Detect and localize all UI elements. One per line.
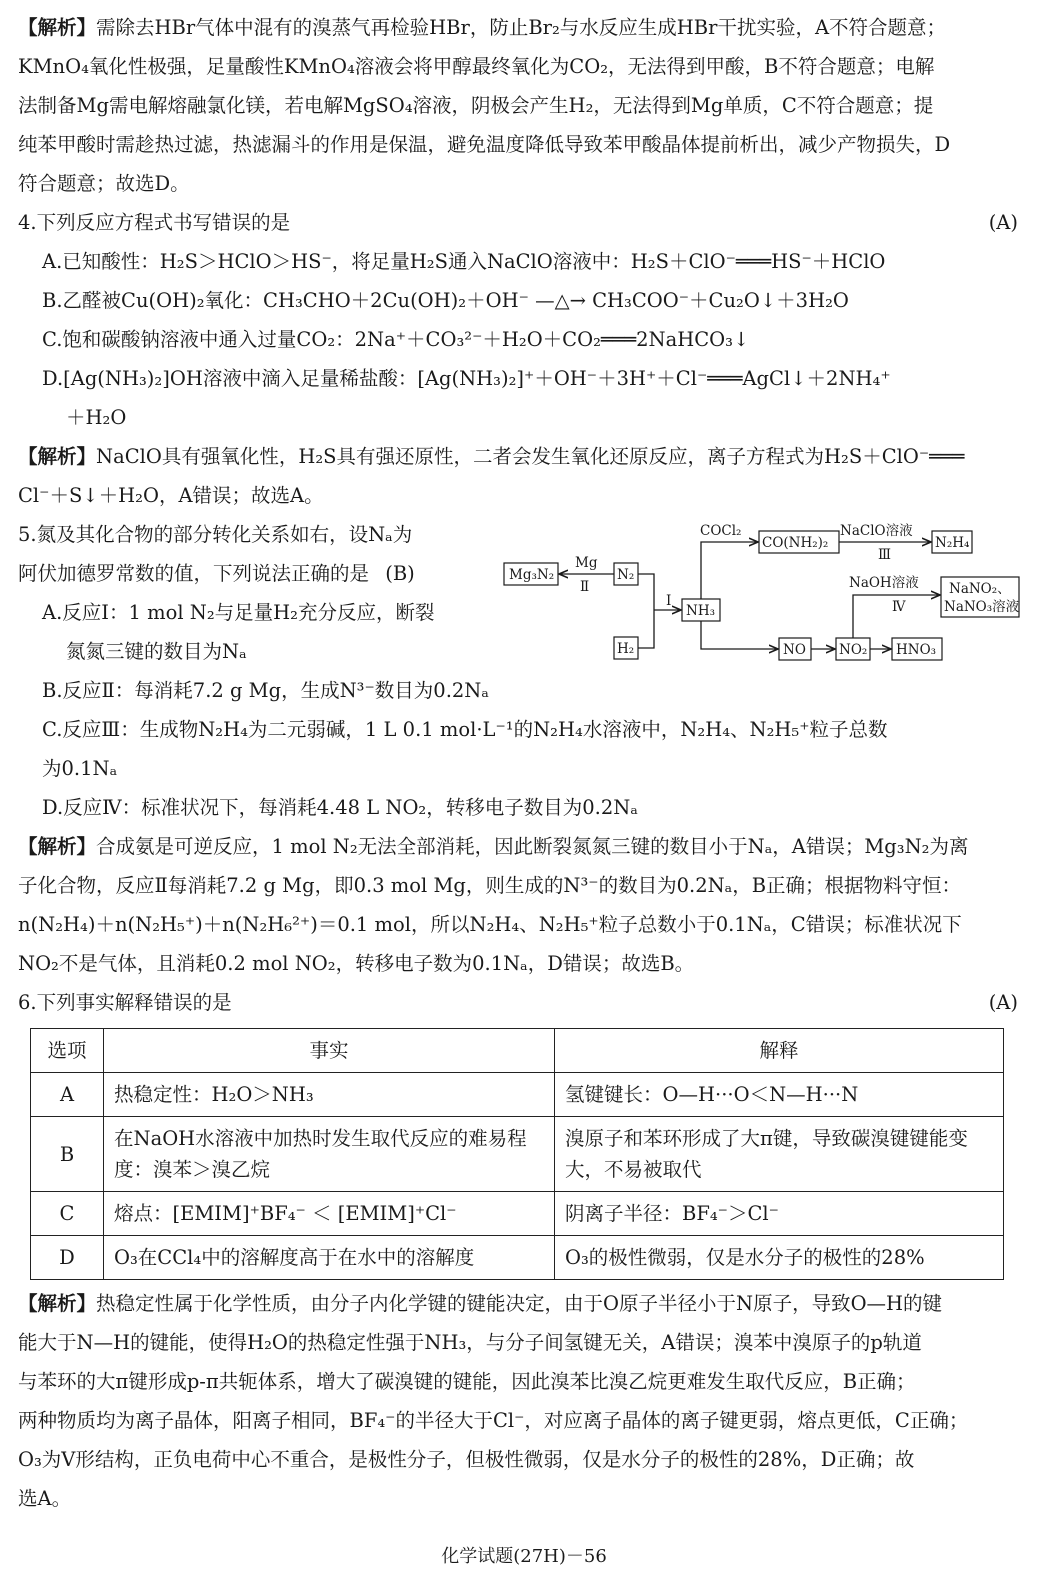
q5-stem-line: 5.氮及其化合物的部分转化关系如右，设Nₐ为 [18,523,413,546]
q5-analysis-line: NO₂不是气体，且消耗0.2 mol NO₂，转移电子数为0.1Nₐ，D错误；故选B。 [18,952,695,975]
cocl2-reagent-label: COCl₂ [700,523,742,539]
table-row [31,1073,1004,1117]
arrow-nh3-urea [701,542,758,599]
intro-line: 符合题意；故选D。 [18,172,190,195]
q4-analysis-line: NaClO具有强氧化性，H₂S具有强还原性，二者会发生氧化还原反应，离子方程式为H₂S＋ClO⁻═══ [96,445,965,468]
q4-option-a: A.已知酸性：H₂S＞HClO＞HS⁻，将足量H₂S通入NaClO溶液中：H₂S＋ClO⁻═══HS⁻＋HClO [42,250,886,273]
intro-analysis [18,8,1018,203]
q5-analysis-line: n(N₂H₄)＋n(N₂H₅⁺)＋n(N₂H₆²⁺)＝0.1 mol，所以N₂H₄、N₂H₅⁺粒子总数小于0.1Nₐ，C错误；标准状况下 [18,913,962,936]
table-cell: 溴原子和苯环形成了大π键，导致碳溴键键能变大，不易被取代 [555,1117,1004,1192]
table-row [31,1236,1004,1280]
table-cell: 氢键键长：O—H···O＜N—H···N [555,1073,1004,1117]
page-footer: 化学试题(27H)－56 [441,1546,607,1567]
table-cell: O₃的极性微弱，仅是水分子的极性的28% [555,1236,1004,1280]
q5-option-b: B.反应Ⅱ：每消耗7.2 g Mg，生成N³⁻数目为0.2Nₐ [42,679,489,702]
q5-analysis-line: 子化合物，反应Ⅱ每消耗7.2 g Mg，即0.3 mol Mg，则生成的N³⁻的数目为0.2Nₐ，B正确；根据物料守恒： [18,874,962,897]
table-cell: B [31,1117,104,1192]
q6-analysis-line: 选A。 [18,1487,72,1510]
q4-option-c: C.饱和碳酸钠溶液中通入过量CO₂：2Na⁺＋CO₃²⁻＋H₂O＋CO₂═══2NaHCO₃↓ [42,328,750,351]
table-cell: D [31,1236,104,1280]
page-content [18,8,1018,1518]
table-header-row [31,1029,1004,1073]
naclo-reagent-label: NaClO溶液 [840,523,913,539]
analysis-tag: 【解析】 [18,445,97,468]
table-row [31,1117,1004,1192]
q5-analysis-line: 合成氨是可逆反应，1 mol N₂无法全部消耗，因此断裂氮氮三键的数目小于Nₐ，A错误；Mg₃N₂为离 [96,835,969,858]
mg-reagent-label: Mg [575,555,598,571]
q5-option-c: C.反应Ⅲ：生成物N₂H₄为二元弱碱，1 L 0.1 mol·L⁻¹的N₂H₄水溶液中，N₂H₄、N₂H₅⁺粒子总数 [42,718,888,741]
nitrite-label-2: NaNO₃溶液 [944,599,1020,615]
q5-option-a-cont: 氮氮三键的数目为Nₐ [66,640,247,663]
nh3-label: NH₃ [686,603,715,619]
q4-answer: (A) [988,211,1018,234]
q5-option-c-cont: 为0.1Nₐ [42,757,118,780]
no2-label: NO₂ [839,642,868,658]
table-header: 解释 [555,1029,1004,1073]
table-cell: A [31,1073,104,1117]
bracket-n2-h2 [638,574,654,648]
intro-line: KMnO₄氧化性极强，足量酸性KMnO₄溶液会将甲醇最终氧化为CO₂，无法得到甲酸，B不符合题意；电解 [18,55,935,78]
nitrogen-conversion-diagram [482,519,1022,679]
table-cell: 在NaOH水溶液中加热时发生取代反应的难易程度：溴苯＞溴乙烷 [104,1117,555,1192]
q5-option-d: D.反应Ⅳ：标准状况下，每消耗4.48 L NO₂，转移电子数目为0.2Nₐ [42,796,638,819]
q4-option-d: D.[Ag(NH₃)₂]OH溶液中滴入足量稀盐酸：[Ag(NH₃)₂]⁺＋OH⁻＋3H⁺＋Cl⁻═══AgCl↓＋2NH₄⁺ [42,367,891,390]
table-header: 事实 [104,1029,555,1073]
q4-option-d-cont: ＋H₂O [66,406,127,429]
table-cell: 熔点：[EMIM]⁺BF₄⁻ ＜ [EMIM]⁺Cl⁻ [104,1192,555,1236]
table-cell: O₃在CCl₄中的溶解度高于在水中的溶解度 [104,1236,555,1280]
n2-label: N₂ [617,567,635,583]
nitrite-label-1: NaNO₂、 [949,581,1011,597]
reaction-3-label: Ⅲ [878,547,892,563]
table-row [31,1192,1004,1236]
arrow-nh3-no [701,621,778,649]
q4-option-b: B.乙醛被Cu(OH)₂氧化：CH₃CHO＋2Cu(OH)₂＋OH⁻ —△→ CH₃COO⁻＋Cu₂O↓＋3H₂O [42,289,849,312]
naoh-reagent-label: NaOH溶液 [849,575,919,591]
q6-answer: (A) [988,991,1018,1014]
analysis-tag: 【解析】 [18,16,97,39]
q5-option-a: A.反应Ⅰ：1 mol N₂与足量H₂充分反应，断裂 [42,601,435,624]
urea-label: CO(NH₂)₂ [762,535,829,551]
question-4 [18,203,1018,515]
analysis-tag: 【解析】 [18,1292,97,1315]
hno3-label: HNO₃ [896,642,937,658]
table-cell: C [31,1192,104,1236]
intro-line: 纯苯甲酸时需趁热过滤，热滤漏斗的作用是保温，避免温度降低导致苯甲酸晶体提前析出，减少产物损失，D [18,133,951,156]
q4-analysis-line: Cl⁻＋S↓＋H₂O，A错误；故选A。 [18,484,324,507]
no-label: NO [783,642,806,658]
question-6 [18,983,1018,1518]
q6-analysis-line: 能大于N—H的键能，使得H₂O的热稳定性强于NH₃，与分子间氢键无关，A错误；溴苯中溴原子的p轨道 [18,1331,922,1354]
q6-analysis-line: 两种物质均为离子晶体，阳离子相同，BF₄⁻的半径大于Cl⁻，对应离子晶体的离子键更弱，熔点更低，C正确； [18,1409,969,1432]
reaction-4-label: Ⅳ [892,599,906,615]
intro-line: 法制备Mg需电解熔融氯化镁，若电解MgSO₄溶液，阴极会产生H₂，无法得到Mg单质，C不符合题意；提 [18,94,934,117]
facts-table [30,1028,1004,1280]
table-cell: 阴离子半径：BF₄⁻＞Cl⁻ [555,1192,1004,1236]
reaction-1-label: Ⅰ [666,593,672,609]
question-5 [18,515,1018,827]
analysis-tag: 【解析】 [18,835,97,858]
q5-analysis [18,827,1018,983]
q5-answer: (B) [385,562,415,585]
q6-analysis-line: 热稳定性属于化学性质，由分子内化学键的键能决定，由于O原子半径小于N原子，导致O—H的键 [96,1292,943,1315]
q6-analysis-line: O₃为V形结构，正负电荷中心不重合，是极性分子，但极性微弱，仅是水分子的极性的28%，D正确；故 [18,1448,915,1471]
q6-analysis-line: 与苯环的大π键形成p-π共轭体系，增大了碳溴键的键能，因此溴苯比溴乙烷更难发生取代反应，B正确； [18,1370,916,1393]
intro-line: 需除去HBr气体中混有的溴蒸气再检验HBr，防止Br₂与水反应生成HBr干扰实验，A不符合题意； [96,16,947,39]
table-header: 选项 [31,1029,104,1073]
q6-stem: 6.下列事实解释错误的是 [18,991,232,1014]
q4-stem: 4.下列反应方程式书写错误的是 [18,211,291,234]
h2-label: H₂ [617,641,635,657]
q5-stem-line: 阿伏加德罗常数的值，下列说法正确的是 [18,562,370,585]
n2h4-label: N₂H₄ [935,535,970,551]
table-cell: 热稳定性：H₂O＞NH₃ [104,1073,555,1117]
reaction-2-label: Ⅱ [580,579,590,595]
mg3n2-label: Mg₃N₂ [509,567,555,583]
